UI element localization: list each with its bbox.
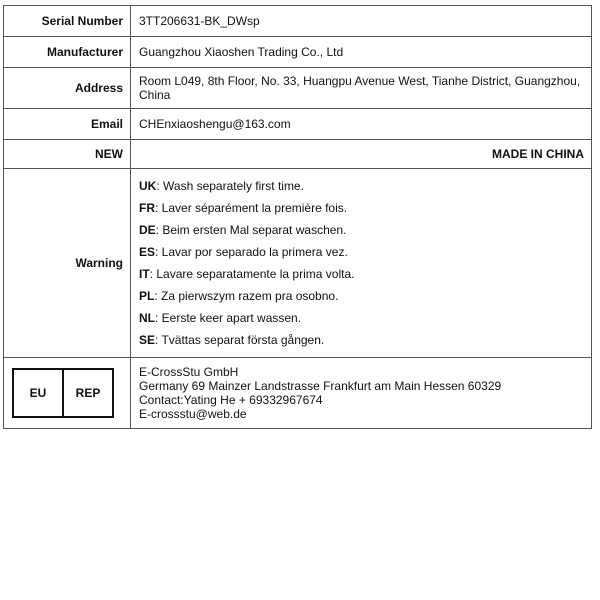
warning-text: : Wash separately first time. — [156, 179, 304, 193]
warning-code: DE — [139, 223, 156, 237]
warning-code: NL — [139, 311, 155, 325]
new-row — [4, 140, 592, 169]
manufacturer-label: Manufacturer — [4, 37, 131, 68]
warning-text: : Lavare separatamente la prima volta. — [149, 267, 355, 281]
eu-rep-email: E-crossstu@web.de — [139, 407, 247, 421]
warning-row — [4, 169, 592, 358]
warning-text: : Za pierwszym razem pra osobno. — [154, 289, 339, 303]
warning-line-se — [139, 329, 584, 351]
warning-line-it — [139, 263, 584, 285]
warning-line-uk — [139, 175, 584, 197]
manufacturer-value: Guangzhou Xiaoshen Trading Co., Ltd — [131, 37, 592, 68]
eu-rep-details — [131, 358, 592, 429]
warning-code: ES — [139, 245, 156, 259]
warning-line-fr — [139, 197, 584, 219]
warning-text: : Tvättas separat första gången. — [155, 333, 325, 347]
warning-line-nl — [139, 307, 584, 329]
eu-badge: EU — [14, 370, 64, 416]
warning-text: : Beim ersten Mal separat waschen. — [155, 223, 347, 237]
warning-line-es — [139, 241, 584, 263]
email-label: Email — [4, 109, 131, 140]
warning-line-pl — [139, 285, 584, 307]
eu-rep-address: Germany 69 Mainzer Landstrasse Frankfurt am Main Hessen 60329 — [139, 379, 502, 393]
warning-text: : Eerste keer apart wassen. — [155, 311, 302, 325]
eu-rep-row — [4, 358, 592, 429]
warning-code: UK — [139, 179, 157, 193]
warning-lines — [131, 169, 592, 358]
email-value: CHEnxiaoshengu@163.com — [131, 109, 592, 140]
warning-code: FR — [139, 201, 155, 215]
address-row — [4, 68, 592, 109]
eu-rep-symbol-cell — [4, 358, 131, 429]
manufacturer-row — [4, 37, 592, 68]
rep-badge: REP — [75, 386, 101, 400]
eu-rep-symbol — [12, 368, 114, 418]
serial-number-row — [4, 6, 592, 37]
warning-code: PL — [139, 289, 155, 303]
warning-text: : Laver séparément la première fois. — [155, 201, 348, 215]
serial-number-label: Serial Number — [4, 6, 131, 37]
warning-text: : Lavar por separado la primera vez. — [155, 245, 348, 259]
address-value: Room L049, 8th Floor, No. 33, Huangpu Avenue West, Tianhe District, Guangzhou, China — [131, 68, 592, 109]
product-label-table — [3, 5, 592, 429]
made-in-value: MADE IN CHINA — [131, 140, 592, 169]
warning-label: Warning — [4, 169, 131, 358]
new-label: NEW — [4, 140, 131, 169]
warning-code: IT — [139, 267, 150, 281]
warning-line-de — [139, 219, 584, 241]
address-label: Address — [4, 68, 131, 109]
eu-rep-company: E-CrossStu GmbH — [139, 365, 239, 379]
serial-number-value: 3TT206631-BK_DWsp — [131, 6, 592, 37]
warning-code: SE — [139, 333, 156, 347]
email-row — [4, 109, 592, 140]
eu-rep-contact: Contact:Yating He + 69332967674 — [139, 393, 323, 407]
